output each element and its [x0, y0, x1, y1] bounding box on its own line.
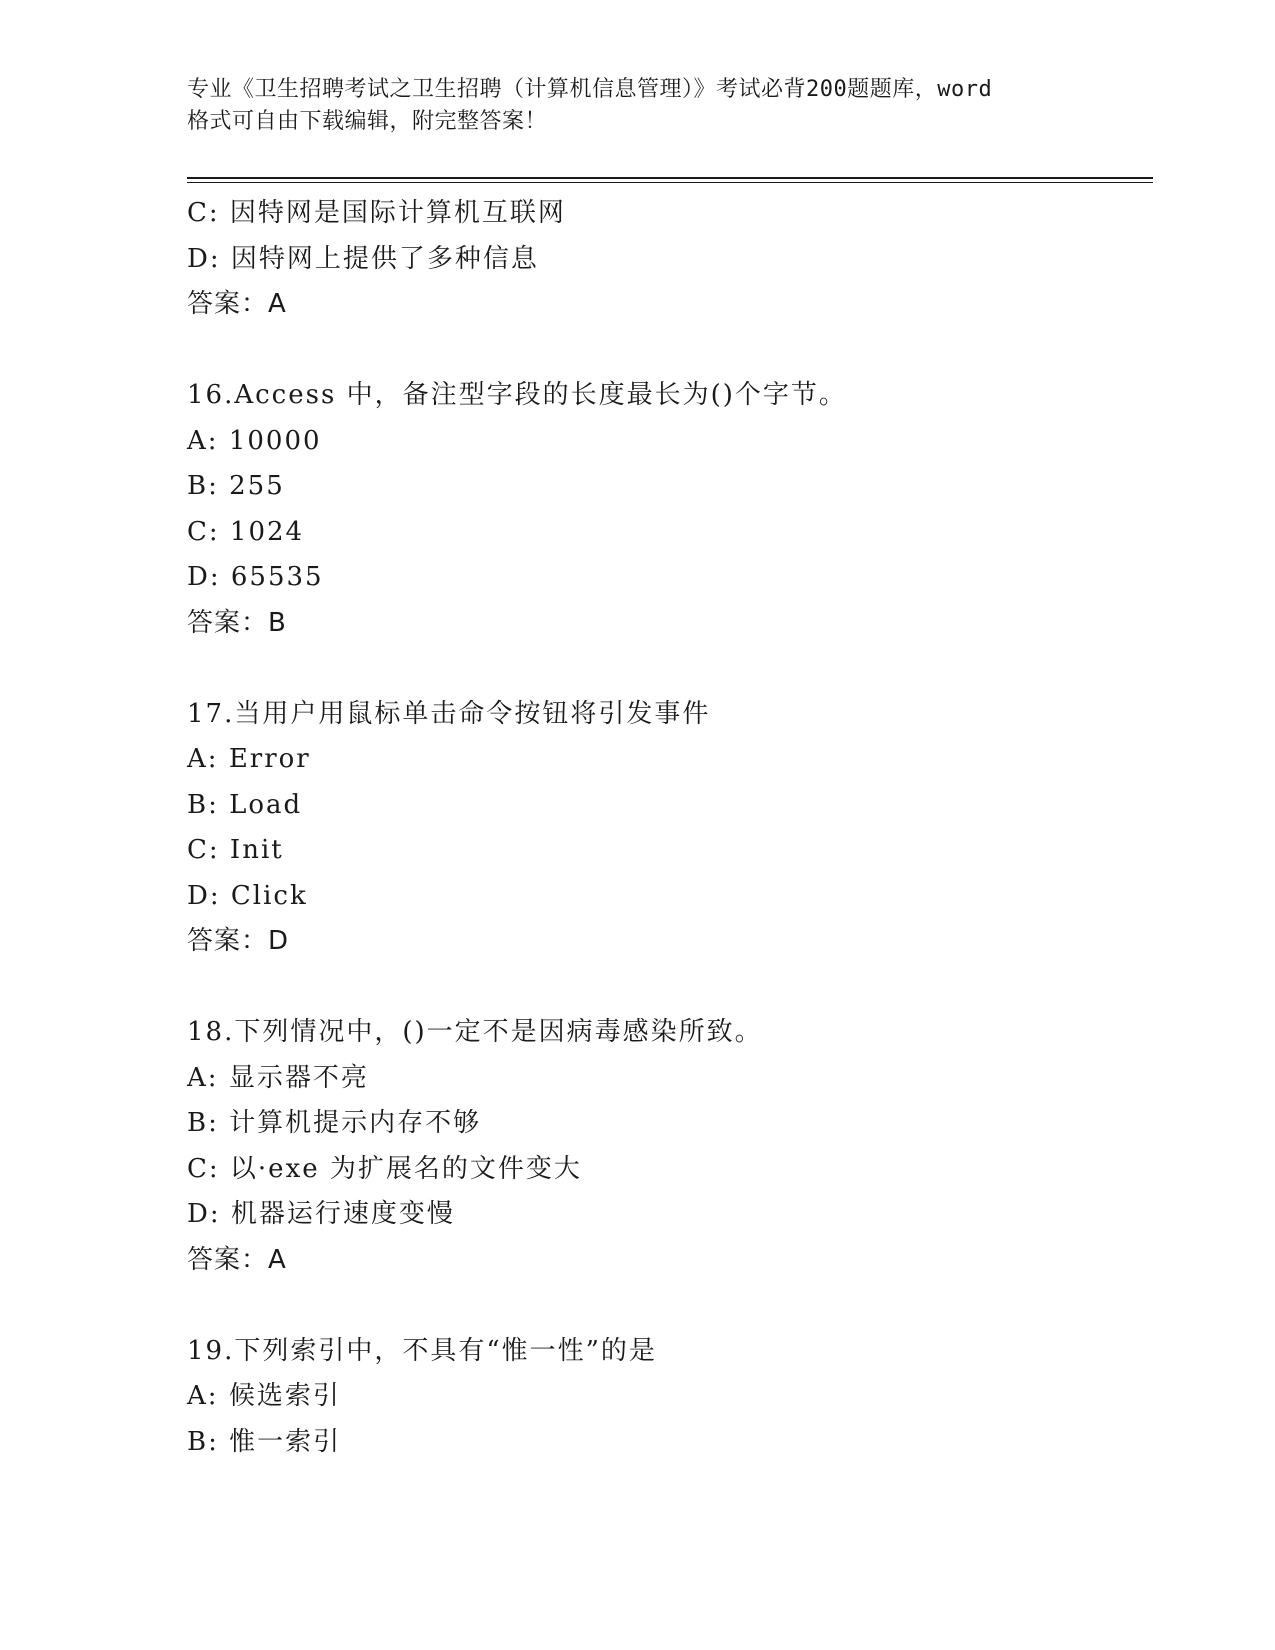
option-line	[187, 1101, 1147, 1147]
option-key: C:	[187, 516, 220, 547]
option-key: D:	[187, 1199, 221, 1229]
option-text: 机器运行速度变慢	[230, 1199, 455, 1229]
option-line	[187, 1420, 1147, 1466]
header-line-1: 专业《卫生招聘考试之卫生招聘（计算机信息管理）》考试必背200题题库，word	[187, 77, 993, 102]
option-text: 因特网是国际计算机互联网	[229, 198, 566, 228]
option-key: D:	[187, 243, 221, 274]
question-stem: 17.当用户用鼠标单击命令按钮将引发事件	[187, 698, 711, 729]
option-text: 10000	[228, 425, 322, 456]
option-line	[187, 874, 1147, 920]
option-key: B:	[187, 471, 219, 501]
option-text: Error	[228, 744, 311, 774]
option-key: A:	[187, 1381, 219, 1411]
header-line-2: 格式可自由下载编辑，附完整答案！	[187, 109, 548, 134]
option-line	[187, 1192, 1147, 1238]
option-line	[187, 464, 1147, 510]
option-key: B:	[187, 789, 219, 820]
option-key: A:	[187, 425, 219, 456]
answer-line: 答案：A	[187, 1244, 287, 1275]
header-divider-thin	[187, 182, 1153, 183]
question-stem: 16.Access 中，备注型字段的长度最长为()个字节。	[187, 380, 847, 410]
option-key: D:	[187, 562, 221, 592]
question-stem: 18.下列情况中，()一定不是因病毒感染所致。	[187, 1017, 763, 1047]
option-text: 显示器不亮	[228, 1062, 369, 1093]
spacer	[187, 646, 1147, 692]
option-line	[187, 783, 1147, 829]
option-text: 65535	[230, 562, 324, 592]
option-line	[187, 1056, 1147, 1102]
answer-line: 答案：B	[187, 607, 287, 638]
option-text: Init	[229, 835, 284, 865]
option-text: 候选索引	[228, 1381, 341, 1411]
question-stem: 19.下列索引中，不具有“惟一性”的是	[187, 1335, 657, 1366]
spacer	[187, 1283, 1147, 1329]
option-text: 1024	[229, 516, 305, 547]
option-text: Click	[230, 880, 308, 911]
option-key: D:	[187, 880, 221, 911]
option-line	[187, 828, 1147, 874]
answer-line: 答案：A	[187, 289, 287, 319]
option-key: B:	[187, 1108, 219, 1138]
option-line	[187, 510, 1147, 556]
option-key: A:	[187, 744, 219, 774]
header-divider-thick	[187, 177, 1153, 179]
option-text: 255	[229, 471, 285, 501]
option-line	[187, 555, 1147, 601]
option-line	[187, 1374, 1147, 1420]
spacer	[187, 328, 1147, 374]
option-line	[187, 191, 1147, 237]
option-text: Load	[229, 789, 303, 820]
spacer	[187, 965, 1147, 1011]
document-header	[187, 74, 1107, 138]
option-key: C:	[187, 198, 220, 228]
answer-line: 答案：D	[187, 926, 290, 956]
option-key: B:	[187, 1426, 219, 1457]
option-key: C:	[187, 835, 220, 865]
option-key: C:	[187, 1153, 220, 1184]
option-key: A:	[187, 1062, 219, 1093]
option-line	[187, 237, 1147, 283]
option-line	[187, 1147, 1147, 1193]
option-text: 以·exe 为扩展名的文件变大	[229, 1153, 582, 1184]
question-list	[187, 191, 1147, 1465]
option-line	[187, 419, 1147, 465]
option-text: 因特网上提供了多种信息	[230, 243, 539, 274]
option-line	[187, 737, 1147, 783]
option-text: 惟一索引	[229, 1426, 342, 1457]
option-text: 计算机提示内存不够	[229, 1108, 482, 1138]
